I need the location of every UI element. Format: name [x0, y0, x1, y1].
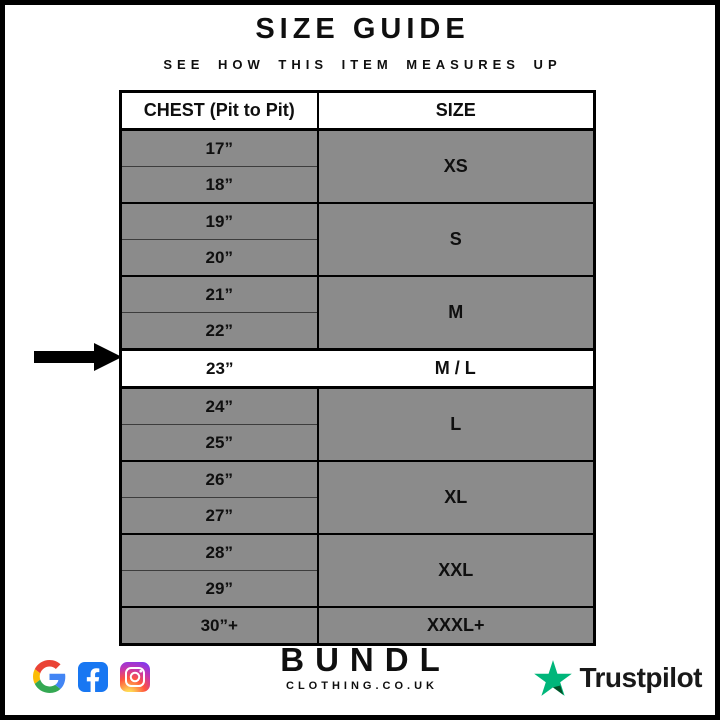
size-cell: L	[318, 388, 595, 462]
chest-cell: 24”	[121, 388, 318, 425]
chest-cell: 28”	[121, 534, 318, 571]
size-cell: M	[318, 276, 595, 350]
table-row	[121, 461, 595, 498]
table-row	[121, 276, 595, 313]
instagram-icon	[120, 662, 150, 692]
table-row	[121, 130, 595, 167]
chest-cell: 29”	[121, 571, 318, 608]
table-row	[121, 388, 595, 425]
google-icon	[33, 660, 66, 693]
social-icons	[33, 660, 150, 693]
trustpilot-label: Trustpilot	[579, 662, 702, 693]
page-title: SIZE GUIDE	[255, 13, 470, 45]
size-guide-table	[119, 90, 596, 646]
brand-domain: CLOTHING.CO.UK	[286, 679, 438, 692]
size-cell: XXXL+	[318, 607, 595, 645]
size-cell: XL	[318, 461, 595, 534]
size-cell: XS	[318, 130, 595, 204]
table-row	[121, 534, 595, 571]
chest-cell: 23”	[121, 350, 318, 388]
arrow-right-icon	[34, 343, 122, 371]
highlighted-row	[121, 350, 595, 388]
trustpilot-logo	[534, 660, 702, 696]
table-row	[121, 607, 595, 645]
table-header-row	[121, 92, 595, 130]
chest-column-header: CHEST (Pit to Pit)	[121, 92, 318, 130]
chest-cell: 30”+	[121, 607, 318, 645]
size-cell: M / L	[318, 350, 595, 388]
chest-cell: 18”	[121, 167, 318, 204]
brand-logo	[269, 643, 450, 692]
size-cell: XXL	[318, 534, 595, 607]
size-column-header: SIZE	[318, 92, 595, 130]
page-subtitle: SEE HOW THIS ITEM MEASURES UP	[163, 57, 562, 72]
chest-cell: 22”	[121, 313, 318, 350]
chest-cell: 20”	[121, 240, 318, 277]
trustpilot-star-icon	[534, 660, 572, 696]
chest-cell: 21”	[121, 276, 318, 313]
table-row	[121, 203, 595, 240]
chest-cell: 17”	[121, 130, 318, 167]
brand-name: BUNDL	[280, 641, 451, 678]
chest-cell: 19”	[121, 203, 318, 240]
size-cell: S	[318, 203, 595, 276]
chest-cell: 25”	[121, 425, 318, 462]
chest-cell: 27”	[121, 498, 318, 535]
chest-cell: 26”	[121, 461, 318, 498]
facebook-icon	[78, 662, 108, 692]
